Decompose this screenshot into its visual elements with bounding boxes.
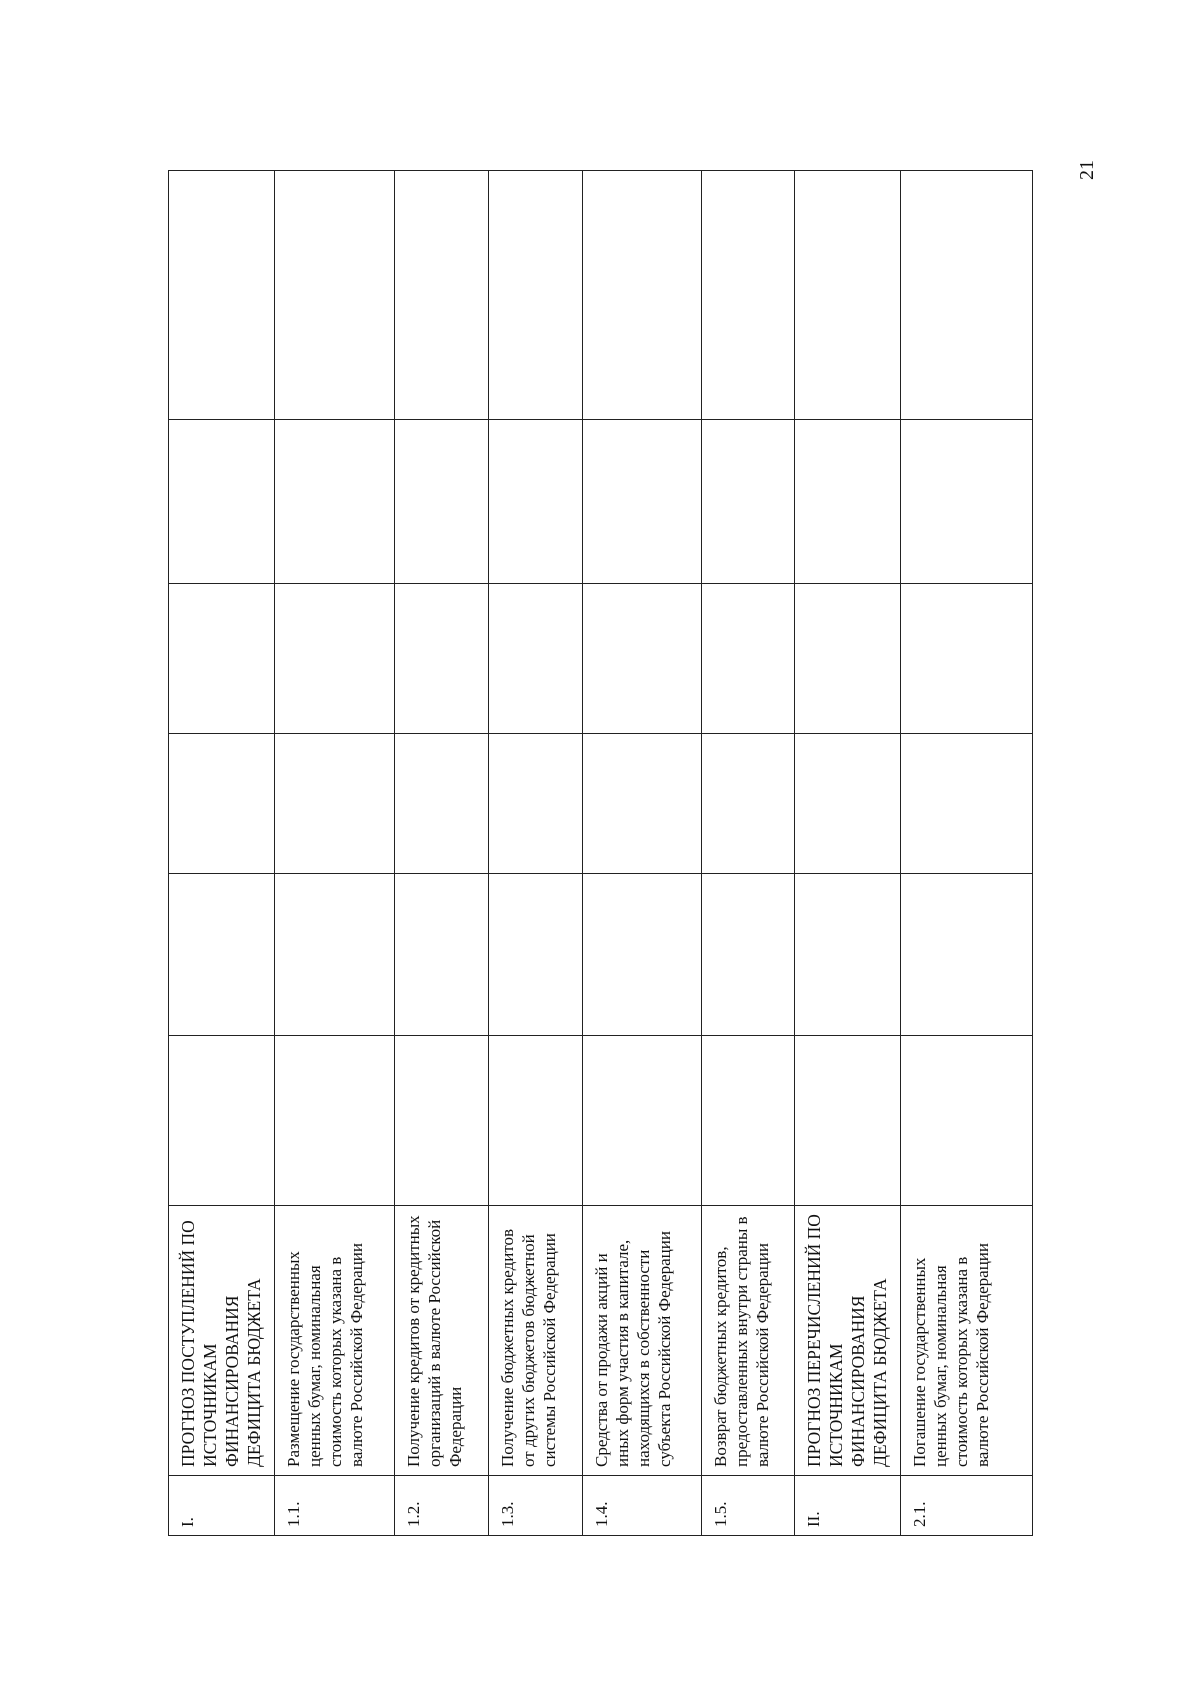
row-label: Получение бюджетных кредитов от других бюджетов бюджетной системы Российской Федерации bbox=[489, 1206, 583, 1476]
row-label: Размещение государственных ценных бумаг, номинальная стоимость которых указана в валюте Российской Федерации bbox=[275, 1206, 394, 1476]
row-label: ПРОГНОЗ ПЕРЕЧИСЛЕНИЙ ПО ИСТОЧНИКАМ ФИНАНСИРОВАНИЯ ДЕФИЦИТА БЮДЖЕТА bbox=[795, 1206, 901, 1476]
empty-cell bbox=[275, 1036, 394, 1206]
empty-cell bbox=[582, 874, 701, 1036]
empty-cell bbox=[582, 734, 701, 874]
empty-cell bbox=[275, 171, 394, 420]
row-label: Средства от продажи акций и иных форм участия в капитале, находящихся в собственности субъекта Российской Федерации bbox=[582, 1206, 701, 1476]
empty-cell bbox=[795, 171, 901, 420]
empty-cell bbox=[275, 584, 394, 734]
empty-cell bbox=[394, 171, 489, 420]
row-label: Возврат бюджетных кредитов, предоставленных внутри страны в валюте Российской Федерации bbox=[702, 1206, 795, 1476]
row-code: 1.3. bbox=[489, 1476, 583, 1536]
empty-cell bbox=[394, 1036, 489, 1206]
row-code: 1.4. bbox=[582, 1476, 701, 1536]
empty-cell bbox=[169, 734, 275, 874]
table-row bbox=[795, 171, 901, 1536]
empty-cell bbox=[275, 734, 394, 874]
empty-cell bbox=[901, 1036, 1033, 1206]
table-row bbox=[582, 171, 701, 1536]
empty-cell bbox=[169, 420, 275, 584]
empty-cell bbox=[582, 171, 701, 420]
empty-cell bbox=[394, 420, 489, 584]
empty-cell bbox=[394, 874, 489, 1036]
empty-cell bbox=[901, 420, 1033, 584]
row-code: I. bbox=[169, 1476, 275, 1536]
table-row bbox=[169, 171, 275, 1536]
empty-cell bbox=[275, 874, 394, 1036]
empty-cell bbox=[489, 420, 583, 584]
budget-deficit-financing-table bbox=[168, 170, 1033, 1536]
table-row bbox=[489, 171, 583, 1536]
empty-cell bbox=[795, 420, 901, 584]
table-row bbox=[901, 171, 1033, 1536]
empty-cell bbox=[901, 171, 1033, 420]
row-code: 1.5. bbox=[702, 1476, 795, 1536]
row-code: 2.1. bbox=[901, 1476, 1033, 1536]
empty-cell bbox=[169, 171, 275, 420]
empty-cell bbox=[582, 1036, 701, 1206]
empty-cell bbox=[702, 584, 795, 734]
empty-cell bbox=[489, 734, 583, 874]
empty-cell bbox=[901, 874, 1033, 1036]
empty-cell bbox=[169, 874, 275, 1036]
empty-cell bbox=[489, 874, 583, 1036]
page-number: 21 bbox=[1076, 160, 1098, 180]
empty-cell bbox=[702, 171, 795, 420]
row-label: Погашение государственных ценных бумаг, номинальная стоимость которых указана в валюте Российской Федерации bbox=[901, 1206, 1033, 1476]
empty-cell bbox=[275, 420, 394, 584]
row-label: Получение кредитов от кредитных организаций в валюте Российской Федерации bbox=[394, 1206, 489, 1476]
empty-cell bbox=[702, 734, 795, 874]
row-code: 1.1. bbox=[275, 1476, 394, 1536]
row-label: ПРОГНОЗ ПОСТУПЛЕНИЙ ПО ИСТОЧНИКАМ ФИНАНСИРОВАНИЯ ДЕФИЦИТА БЮДЖЕТА bbox=[169, 1206, 275, 1476]
rotated-table-container bbox=[168, 171, 1033, 1536]
empty-cell bbox=[795, 584, 901, 734]
empty-cell bbox=[582, 420, 701, 584]
empty-cell bbox=[582, 584, 701, 734]
empty-cell bbox=[489, 584, 583, 734]
empty-cell bbox=[394, 584, 489, 734]
row-code: 1.2. bbox=[394, 1476, 489, 1536]
empty-cell bbox=[169, 1036, 275, 1206]
table-row bbox=[275, 171, 394, 1536]
empty-cell bbox=[489, 171, 583, 420]
empty-cell bbox=[702, 874, 795, 1036]
table-row bbox=[394, 171, 489, 1536]
empty-cell bbox=[702, 1036, 795, 1206]
table-row bbox=[702, 171, 795, 1536]
empty-cell bbox=[489, 1036, 583, 1206]
empty-cell bbox=[394, 734, 489, 874]
empty-cell bbox=[901, 734, 1033, 874]
empty-cell bbox=[795, 734, 901, 874]
empty-cell bbox=[795, 874, 901, 1036]
row-code: II. bbox=[795, 1476, 901, 1536]
empty-cell bbox=[169, 584, 275, 734]
empty-cell bbox=[795, 1036, 901, 1206]
empty-cell bbox=[702, 420, 795, 584]
empty-cell bbox=[901, 584, 1033, 734]
